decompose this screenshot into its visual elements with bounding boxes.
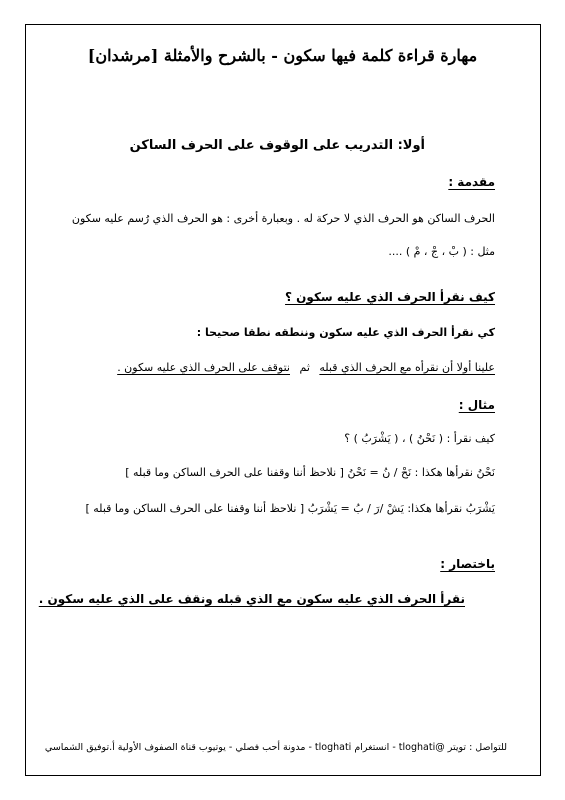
how-question: كي نقرأ الحرف الذي عليه سكون وننطقه نطقا صحيحا : bbox=[196, 326, 495, 339]
section-title: أولا: التدريب على الوقوف على الحرف الساكن bbox=[129, 138, 425, 153]
intro-definition: الحرف الساكن هو الحرف الذي لا حركة له . وبعبارة أخرى : هو الحرف الذي رُسم عليه سكون bbox=[71, 212, 495, 225]
footer-contact: للتواصل : تويتر @tloghati - انستغرام tloghati - مدونة أحب فصلي - يوتيوب قناة الصفوف الأولية أ.توفيق الشماسي bbox=[44, 742, 507, 753]
how-answer bbox=[0, 361, 495, 374]
intro-example: مثل : ( بْ ، جْ ، مْ ) .... bbox=[388, 245, 495, 258]
intro-heading: مقدمة : bbox=[448, 175, 495, 189]
summary-heading: باختصار : bbox=[440, 557, 495, 571]
example-question: كيف نقرأ : ( نَحْنُ ) ، ( يَشْرَبُ ) ؟ bbox=[344, 432, 495, 445]
how-answer-part-b: نتوقف على الحرف الذي عليه سكون . bbox=[117, 361, 290, 374]
page-header: مهارة قراءة كلمة فيها سكون - بالشرح والأمثلة [مرشدان] bbox=[87, 46, 478, 65]
how-answer-part-a: علينا أولا أن نقرأه مع الحرف الذي قبله bbox=[319, 361, 495, 374]
example-line-2: يَشْرَبُ نقرأها هكذا: يَشْ /رَ / بُ = يَشْرَبُ [ نلاحظ أننا وقفنا على الحرف الساكن وما قبله ] bbox=[85, 502, 495, 515]
how-answer-then: ثم bbox=[299, 361, 310, 374]
example-line-1: نَحْنُ نقرأها هكذا : نَحْ / نُ = نَحْنُ [ نلاحظ أننا وقفنا على الحرف الساكن وما قبله ] bbox=[125, 466, 495, 479]
summary-text: نقرأ الحرف الذي عليه سكون مع الذي قبله ونقف على الذي عليه سكون . bbox=[38, 592, 465, 606]
example-heading: مثال : bbox=[458, 398, 495, 412]
how-heading: كيف نقرأ الحرف الذي عليه سكون ؟ bbox=[285, 290, 495, 304]
